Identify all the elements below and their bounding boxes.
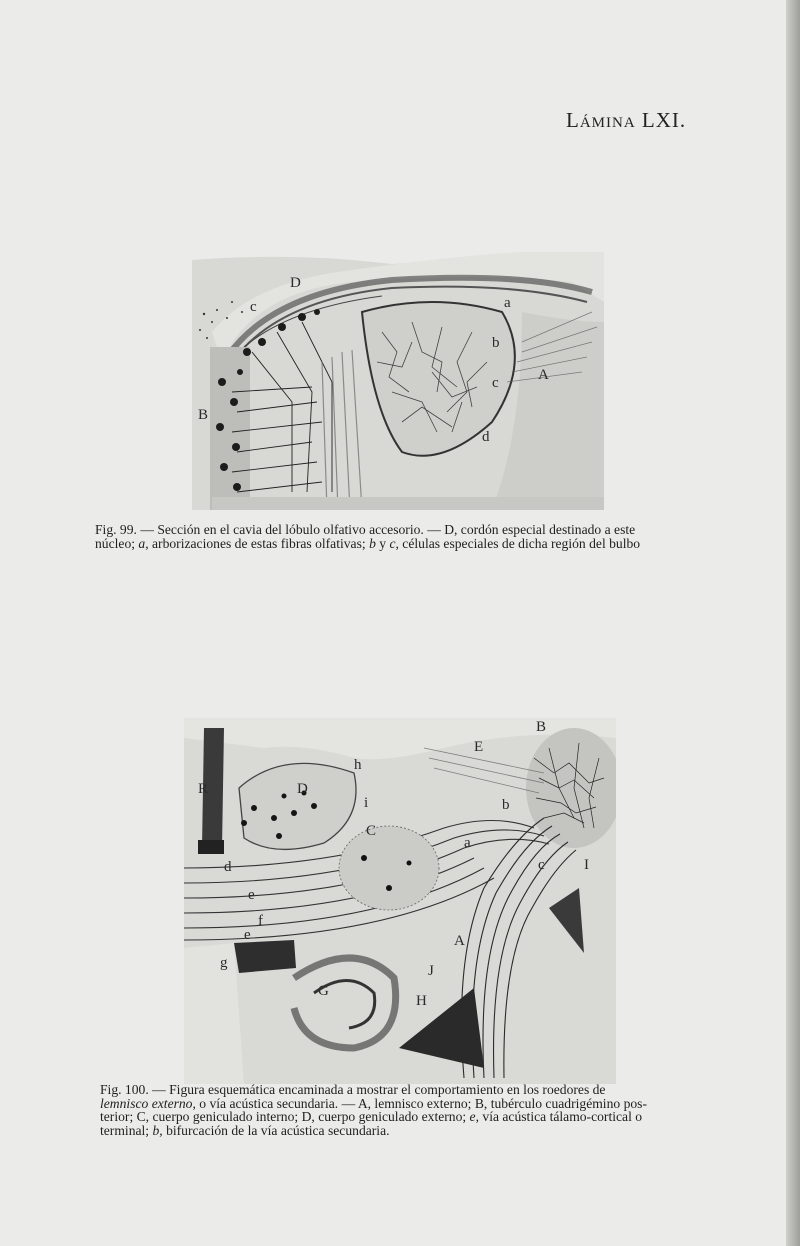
fig100-label-E: E [474, 739, 484, 755]
fig100-label-H: H [416, 993, 427, 1009]
fig100-label-B: B [536, 719, 547, 735]
fig100-label-b: b [502, 797, 510, 813]
fig100-label-f: f [258, 913, 263, 929]
fig100-label-a: a [464, 835, 471, 851]
figure-99-illustration [192, 252, 604, 510]
fig100-label-I: I [584, 857, 589, 873]
fig100-label-i: i [364, 795, 369, 811]
fig100-caption-line-1: Fig. 100. — Figura esquemática encaminada a mostrar el comportamiento en los roedores de [100, 1082, 606, 1097]
fig99-label-c-top: c [250, 299, 257, 315]
plate-title: Lámina LXI. [566, 108, 687, 132]
fig100-label-A: A [454, 933, 465, 949]
fig100-label-C: C [366, 823, 377, 839]
page-gutter-edge [786, 0, 800, 1246]
figure-100-illustration [184, 718, 616, 1084]
fig99-label-d: d [482, 429, 490, 445]
fig99-label-D: D [290, 275, 301, 291]
fig100-caption-line-4: terminal; b, bifurcación de la vía acústica secundaria. [100, 1122, 390, 1138]
fig99-caption-line-2: núcleo; a, arborizaciones de estas fibras olfativas; b y c, células especiales de dicha región del bulbo [95, 536, 641, 551]
fig100-label-e-1: e [248, 887, 255, 903]
figure-99-caption [95, 523, 705, 551]
fig100-label-h: h [354, 757, 362, 773]
fig100-label-e-2: e [244, 927, 251, 943]
fig100-label-g: g [220, 955, 228, 971]
fig100-label-G: G [318, 983, 329, 999]
fig100-label-R: R [198, 781, 209, 797]
fig100-label-D: D [297, 781, 308, 797]
fig99-label-A: A [538, 367, 549, 383]
fig100-label-J: J [428, 963, 434, 979]
fig99-label-B: B [198, 407, 209, 423]
fig99-label-c: c [492, 375, 499, 391]
fig100-label-c: c [538, 857, 545, 873]
fig100-caption-line-3: terior; C, cuerpo geniculado interno; D, cuerpo geniculado externo; e, vía acústica tálamo-cortical o [100, 1109, 643, 1124]
fig99-caption-line-1: Fig. 99. — Sección en el cavia del lóbulo olfativo accesorio. — D, cordón especial destinado a este [95, 522, 636, 537]
fig99-label-a: a [504, 295, 511, 311]
fig99-label-b: b [492, 335, 500, 351]
fig100-label-d: d [224, 859, 232, 875]
fig100-caption-line-2: lemnisco externo, o vía acústica secundaria. — A, lemnisco externo; B, tubérculo cuadrigémino pos- [100, 1095, 647, 1111]
figure-100-caption [100, 1083, 710, 1137]
